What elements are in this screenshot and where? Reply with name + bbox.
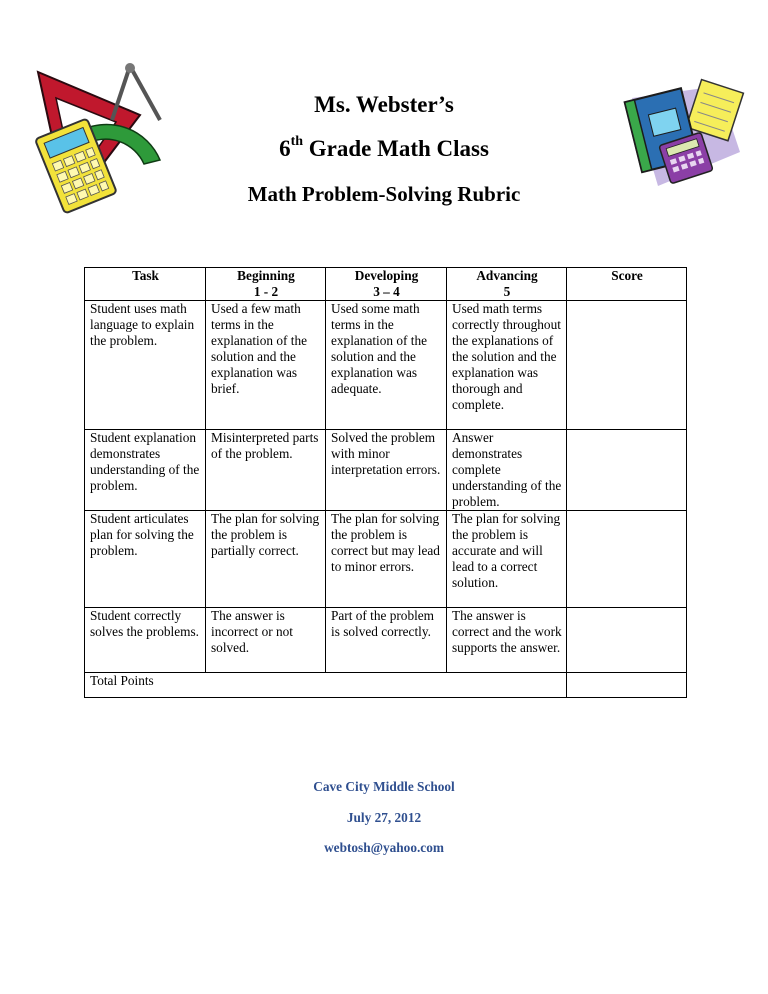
advancing-cell: The plan for solving the problem is accurate and will lead to a correct solution. <box>447 511 567 608</box>
grade-number: 6 <box>279 136 291 161</box>
beginning-cell: The plan for solving the problem is partially correct. <box>206 511 326 608</box>
developing-cell: Used some math terms in the explanation of the solution and the explanation was adequate. <box>326 301 447 430</box>
table-row <box>85 430 687 511</box>
contact-email[interactable]: webtosh@yahoo.com <box>324 840 444 855</box>
developing-cell: The plan for solving the problem is correct but may lead to minor errors. <box>326 511 447 608</box>
task-cell: Student articulates plan for solving the problem. <box>85 511 206 608</box>
score-cell[interactable] <box>567 608 687 673</box>
advancing-cell: The answer is correct and the work supports the answer. <box>447 608 567 673</box>
table-row <box>85 511 687 608</box>
score-cell[interactable] <box>567 430 687 511</box>
teacher-title: Ms. Webster’s <box>314 92 454 117</box>
total-points-label: Total Points <box>85 673 567 698</box>
header-score: Score <box>567 268 687 301</box>
total-points-cell[interactable] <box>567 673 687 698</box>
advancing-cell: Used math terms correctly throughout the explanations of the solution and the explanation was thorough and complete. <box>447 301 567 430</box>
beginning-cell: Misinterpreted parts of the problem. <box>206 430 326 511</box>
class-name: Grade Math Class <box>303 136 489 161</box>
score-cell[interactable] <box>567 301 687 430</box>
header-developing: Developing 3 – 4 <box>326 268 447 301</box>
advancing-cell: Answer demonstrates complete understanding of the problem. <box>447 430 567 511</box>
header-developing-range: 3 – 4 <box>373 284 400 299</box>
developing-cell: Part of the problem is solved correctly. <box>326 608 447 673</box>
header-task: Task <box>85 268 206 301</box>
beginning-cell: Used a few math terms in the explanation of the solution and the explanation was brief. <box>206 301 326 430</box>
rubric-title: Math Problem-Solving Rubric <box>247 182 521 206</box>
header-advancing-range: 5 <box>503 284 511 299</box>
table-header-row <box>85 268 687 301</box>
document-date: July 27, 2012 <box>346 810 422 825</box>
class-title <box>0 136 768 162</box>
task-cell: Student explanation demonstrates understanding of the problem. <box>85 430 206 511</box>
beginning-cell: The answer is incorrect or not solved. <box>206 608 326 673</box>
header-beginning-range: 1 - 2 <box>253 284 279 299</box>
rubric-table <box>84 267 687 698</box>
header-advancing: Advancing 5 <box>447 268 567 301</box>
task-cell: Student correctly solves the problems. <box>85 608 206 673</box>
total-row <box>85 673 687 698</box>
table-row <box>85 608 687 673</box>
school-name: Cave City Middle School <box>313 779 455 794</box>
score-cell[interactable] <box>567 511 687 608</box>
table-row <box>85 301 687 430</box>
header-beginning: Beginning 1 - 2 <box>206 268 326 301</box>
task-cell: Student uses math language to explain the problem. <box>85 301 206 430</box>
developing-cell: Solved the problem with minor interpretation errors. <box>326 430 447 511</box>
grade-suffix: th <box>290 134 304 149</box>
